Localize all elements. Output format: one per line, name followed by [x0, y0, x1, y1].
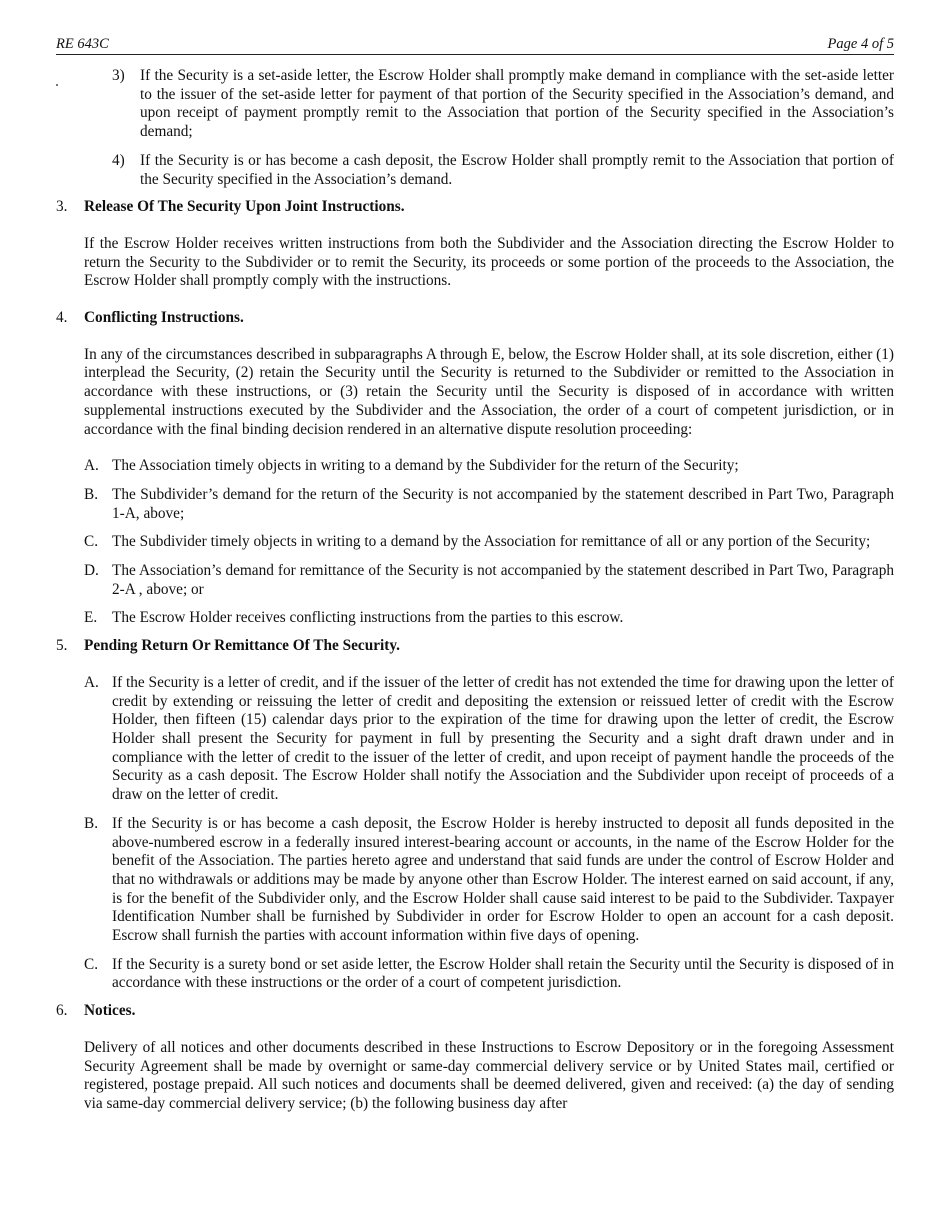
- sub-item-number: 4): [112, 151, 125, 169]
- sub-item-4: [56, 152, 894, 189]
- list-item: [56, 457, 894, 476]
- section-title: Release Of The Security Upon Joint Instructions.: [84, 198, 405, 216]
- list-item-text: If the Security is or has become a cash deposit, the Escrow Holder is hereby instructed to deposit all funds deposited in the above-numbered escrow in a federally insured interest-bearing account or accounts, in the name of the Escrow Holder for the benefit of the Association. The parties hereto agree and understand that said funds are under the control of Escrow Holder and that no withdrawals or additions may be made by anyone other than Escrow Holder. The interest earned on said account, if any, is for the benefit of the Subdivider only, and the Escrow Holder shall cause said interest to be paid to the Subdivider. Taxpayer Identification Number shall be furnished by Subdivider in order for Escrow Holder to open an account for a cash deposit. Escrow shall furnish the parties with account information within five days of opening.: [112, 814, 894, 945]
- form-id: RE 643C: [56, 36, 109, 52]
- page-header: [56, 34, 894, 55]
- list-item: [56, 486, 894, 523]
- list-item-text: The Escrow Holder receives conflicting instructions from the parties to this escrow.: [112, 609, 624, 627]
- sub-item-text: If the Security is a set-aside letter, the Escrow Holder shall promptly make demand in compliance with the set-aside letter to the issuer of the set-aside letter for payment of that portion of the Security specified in the Association’s demand, and upon receipt of payment promptly remit to the Association that portion of the Security specified in the Association’s demand;: [140, 67, 894, 141]
- list-item-letter: E.: [84, 609, 98, 627]
- list-item-letter: B.: [84, 814, 99, 832]
- list-item-letter: C.: [84, 533, 99, 551]
- section-title: Notices.: [84, 1002, 136, 1020]
- list-item: [56, 674, 894, 805]
- page-number: Page 4 of 5: [827, 36, 894, 52]
- list-item-text: The Association’s demand for remittance of the Security is not accompanied by the statement described in Part Two, Paragraph 2-A , above; or: [112, 562, 894, 598]
- section-3-paragraph: If the Escrow Holder receives written instructions from both the Subdivider and the Association directing the Escrow Holder to return the Security to the Subdivider or to remit the Security, its proceeds or some portion of the proceeds to the Association, the Escrow Holder shall promptly comply with the instructions.: [84, 234, 894, 290]
- section-3-heading: [56, 198, 894, 217]
- section-6-paragraph: Delivery of all notices and other documents described in these Instructions to Escrow Depository or in the foregoing Assessment Security Agreement shall be made by overnight or same-day commercial delivery service or by United States mail, certified or registered, postage prepaid. All such notices and documents shall be deemed delivered, given and received: (a) the day of sending via same-day commercial delivery service; (b) the following business day after: [84, 1038, 894, 1112]
- section-5-heading: [56, 637, 894, 656]
- list-item-letter: A.: [84, 457, 99, 475]
- sub-item-text: If the Security is or has become a cash deposit, the Escrow Holder shall promptly remit to the Association that portion of the Security specified in the Association’s demand.: [140, 151, 894, 188]
- section-4-paragraph: In any of the circumstances described in subparagraphs A through E, below, the Escrow Holder shall, at its sole discretion, either (1) interplead the Security, (2) retain the Security until the Security is returned to the Subdivider or remitted to the Association in accordance with these instructions, or (3) retain the Security until the Security is disposed of in accordance with written supplemental instructions executed by the Subdivider and the Association, the order of a court of competent jurisdiction, or in accordance with the final binding decision rendered in an alternative dispute resolution proceeding:: [84, 345, 894, 438]
- list-item-letter: D.: [84, 562, 99, 580]
- section-title: Conflicting Instructions.: [84, 309, 244, 327]
- list-item-text: The Association timely objects in writing to a demand by the Subdivider for the return of the Security;: [112, 457, 739, 475]
- list-item-letter: C.: [84, 955, 99, 973]
- list-item: [56, 815, 894, 946]
- section-title: Pending Return Or Remittance Of The Security.: [84, 637, 400, 655]
- section-number: 4.: [56, 309, 68, 327]
- list-item-text: The Subdivider timely objects in writing to a demand by the Association for remittance of all or any portion of the Security;: [112, 533, 871, 551]
- list-item-text: The Subdivider’s demand for the return of the Security is not accompanied by the statement described in Part Two, Paragraph 1-A, above;: [112, 485, 894, 522]
- sub-item-number: 3): [112, 67, 125, 84]
- list-item: [56, 609, 894, 628]
- list-item: [56, 562, 894, 599]
- list-item-text: If the Security is a surety bond or set aside letter, the Escrow Holder shall retain the Security until the Security is disposed of in accordance with these instructions or the order of a court of competent jurisdiction.: [112, 955, 894, 992]
- section-number: 5.: [56, 637, 68, 655]
- document-body: [56, 67, 894, 1132]
- list-item: [56, 956, 894, 993]
- section-4-heading: [56, 309, 894, 328]
- list-item-letter: B.: [84, 485, 99, 503]
- section-number: 3.: [56, 198, 68, 216]
- list-item: [56, 533, 894, 552]
- section-number: 6.: [56, 1002, 68, 1020]
- list-item-text: If the Security is a letter of credit, and if the issuer of the letter of credit has not extended the time for drawing upon the letter of credit by extending or reissuing the letter of credit and depositing the extension or reissued letter of credit with the Escrow Holder, then fifteen (15) calendar days prior to the expiration of the time for drawing upon the letter of credit, the Escrow Holder shall present the Security for payment in full by presenting the Security and a sight draft drawn under and in compliance with the letter of credit to the issuer of the letter of credit, and upon receipt of payment handle the proceeds of the Security as a cash deposit. The Escrow Holder shall notify the Association and the Subdivider upon receipt of proceeds of a draw on the letter of credit.: [112, 673, 894, 804]
- list-item-letter: A.: [84, 673, 99, 691]
- sub-item-3: [56, 67, 894, 142]
- section-6-heading: [56, 1002, 894, 1021]
